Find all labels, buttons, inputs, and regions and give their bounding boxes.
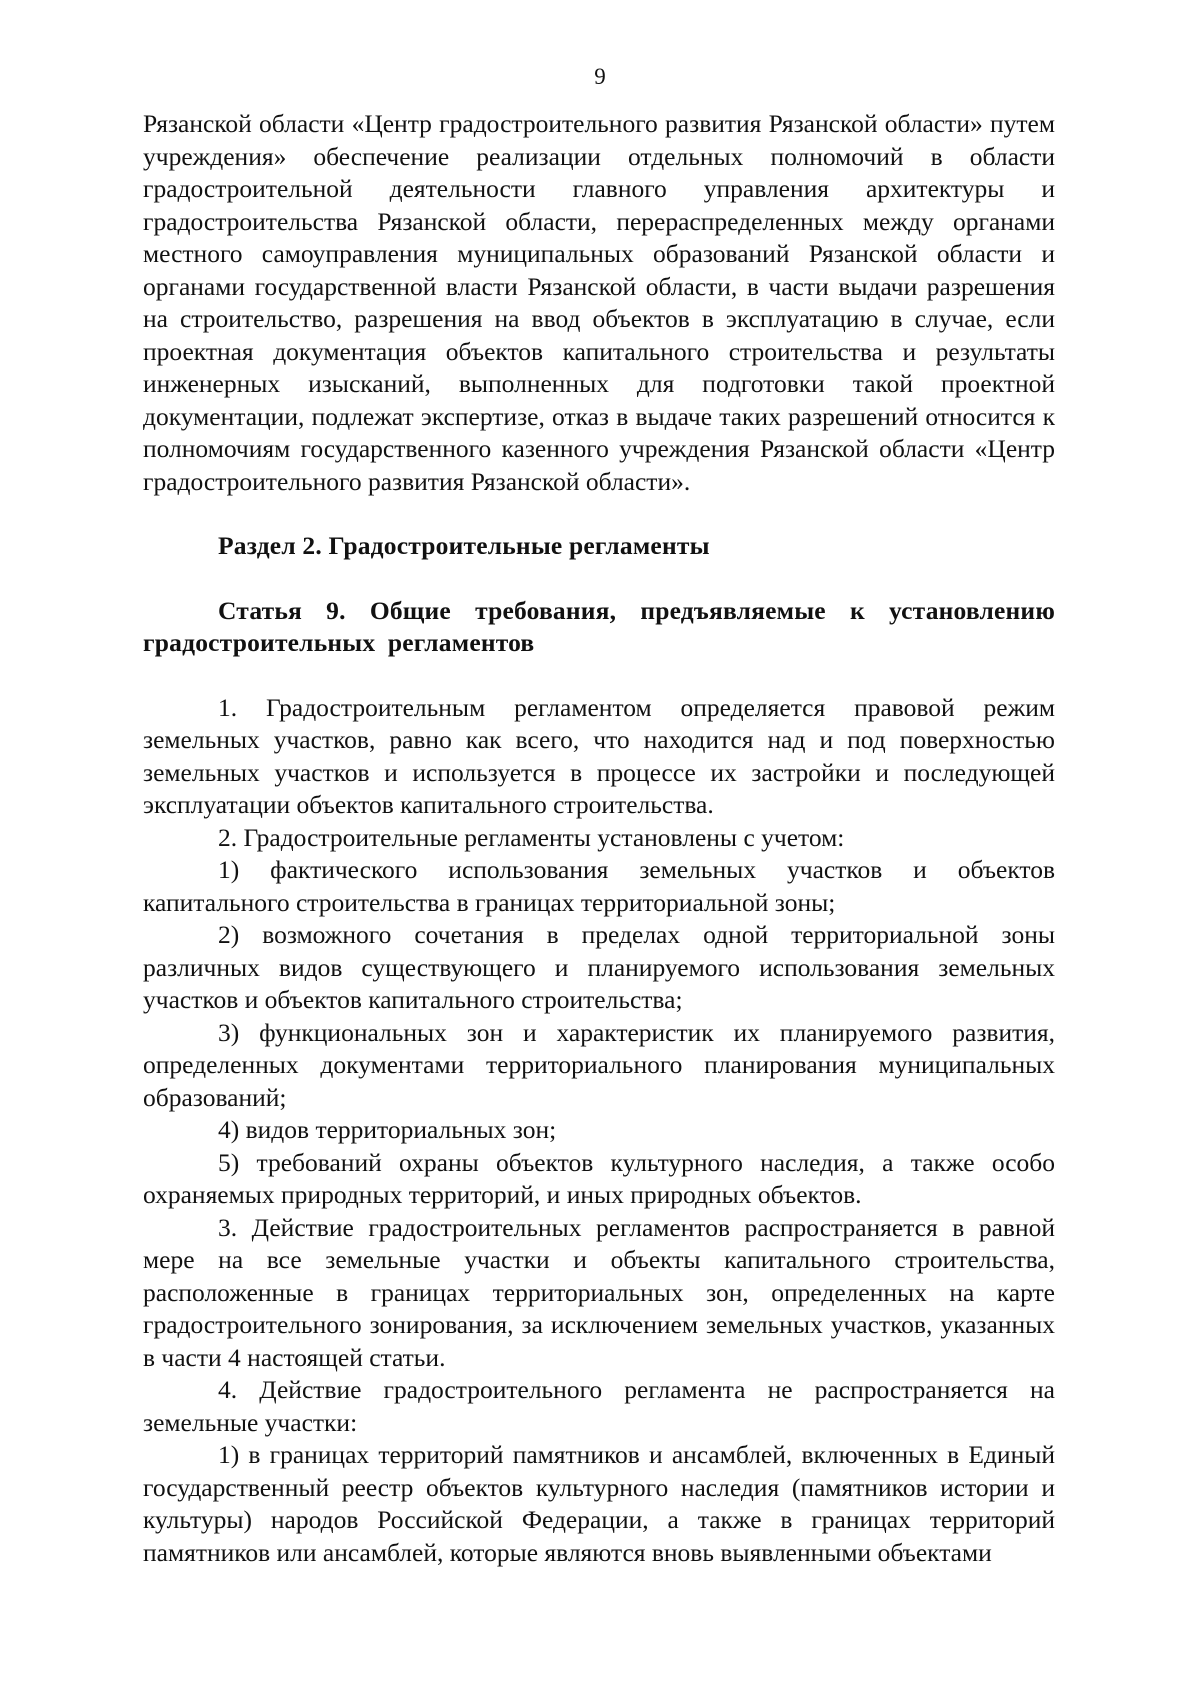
section-heading: Раздел 2. Градостроительные регламенты [218,531,710,560]
document-body [143,108,1055,1569]
list-item-2-1: 1) фактического использования земельных участков и объектов капитального строительства в границах территориальной зоны; [143,855,1055,917]
paragraph-3: 3. Действие градостроительных регламентов распространяется в равной мере на все земельные участки и объекты капитального строительства, расположенные в границах территориальных зон, определенных на карте градостроительного зонирования, за исключением земельных участков, указанных в части 4 настоящей статьи. [143,1212,1055,1372]
paragraph-2: 2. Градостроительные регламенты установлены с учетом: [218,822,845,852]
list-item-2-3: 3) функциональных зон и характеристик их планируемого развития, определенных документами территориального планирования муниципальных образований; [143,1017,1055,1112]
paragraph-1: 1. Градостроительным регламентом определяется правовой режим земельных участков, равно как всего, что находится над и под поверхностью земельных участков и используется в процессе их застройки и последующей эксплуатации объектов капитального строительства. [143,692,1055,819]
article-heading: Статья 9. Общие требования, предъявляемые к установлению градостроительных регламентов [143,595,1055,657]
intro-paragraph: Рязанской области «Центр градостроительного развития Рязанской области» путем учреждения» обеспечение реализации отдельных полномочий в области градостроительной деятельности главного управления архитектуры и градостроительства Рязанской области, перераспределенных между органами местного самоуправления муниципальных образований Рязанской области и органами государственной власти Рязанской области, в части выдачи разрешения на строительство, разрешения на ввод объектов в эксплуатацию в случае, если проектная документация объектов капитального строительства и результаты инженерных изысканий, выполненных для подготовки такой проектной документации, подлежат экспертизе, отказ в выдаче таких разрешений относится к полномочиям государственного казенного учреждения Рязанской области «Центр градостроительного развития Рязанской области». [143,109,1055,496]
page-number: 9 [594,64,606,89]
list-item-2-2: 2) возможного сочетания в пределах одной территориальной зоны различных видов существующего и планируемого использования земельных участков и объектов капитального строительства; [143,920,1055,1014]
list-item-4-1: 1) в границах территорий памятников и ансамблей, включенных в Единый государственный реестр объектов культурного наследия (памятников истории и культуры) народов Российской Федерации, а также в границах территорий памятников или ансамблей, которые являются вновь выявленными объектами [143,1440,1055,1567]
list-item-2-5: 5) требований охраны объектов культурного наследия, а также особо охраняемых природных территорий, и иных природных объектов. [143,1147,1055,1209]
list-item-2-4: 4) видов территориальных зон; [218,1115,557,1144]
paragraph-4: 4. Действие градостроительного регламента не распространяется на земельные участки: [143,1375,1055,1437]
